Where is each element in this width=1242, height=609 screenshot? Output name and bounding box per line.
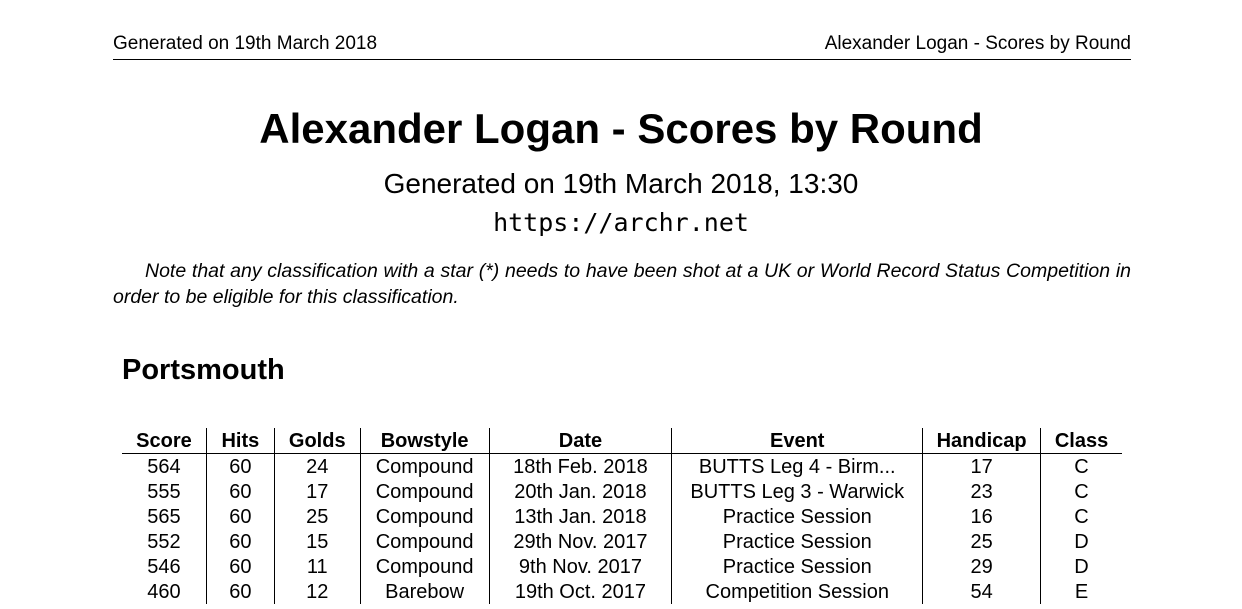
table-header-row (122, 428, 1122, 454)
hits-cell: 60 (206, 479, 274, 504)
column-header-score: Score (122, 428, 206, 454)
class-cell: C (1041, 504, 1122, 529)
golds-cell: 12 (274, 579, 360, 604)
score-cell: 546 (147, 555, 181, 578)
bowstyle-cell: Compound (360, 529, 489, 554)
score-cell: 552 (147, 530, 181, 553)
table-row (122, 504, 1122, 529)
column-header-date: Date (489, 428, 672, 454)
score-cell: 460 (147, 580, 181, 603)
event-cell: BUTTS Leg 4 - Birm... (672, 454, 923, 480)
class-cell: D (1041, 529, 1122, 554)
site-url: https://archr.net (493, 208, 749, 237)
score-cell: 564 (147, 455, 181, 478)
hits-cell: 60 (206, 504, 274, 529)
golds-cell: 15 (274, 529, 360, 554)
hits-cell: 60 (206, 579, 274, 604)
table-row (122, 579, 1122, 604)
date-cell: 18th Feb. 2018 (489, 454, 672, 480)
handicap-cell: 17 (923, 454, 1041, 480)
round-heading: Portsmouth (122, 354, 285, 386)
bowstyle-cell: Compound (360, 504, 489, 529)
event-cell: Practice Session (672, 504, 923, 529)
table-row (122, 529, 1122, 554)
event-cell: Competition Session (672, 579, 923, 604)
table-row (122, 479, 1122, 504)
classification-note: Note that any classification with a star (*) needs to have been shot at a UK or World Record Status Competition in order to be eligible for this classification. (113, 260, 1131, 308)
bowstyle-cell: Barebow (360, 579, 489, 604)
handicap-cell: 25 (923, 529, 1041, 554)
column-header-bowstyle: Bowstyle (360, 428, 489, 454)
running-header (113, 32, 1131, 60)
event-cell: Practice Session (672, 554, 923, 579)
event-cell: BUTTS Leg 3 - Warwick (672, 479, 923, 504)
date-cell: 13th Jan. 2018 (489, 504, 672, 529)
column-header-handicap: Handicap (923, 428, 1041, 454)
table-row (122, 554, 1122, 579)
event-cell: Practice Session (672, 529, 923, 554)
date-cell: 19th Oct. 2017 (489, 579, 672, 604)
bowstyle-cell: Compound (360, 554, 489, 579)
class-cell: D (1041, 554, 1122, 579)
score-cell: 555 (147, 480, 181, 503)
column-header-golds: Golds (274, 428, 360, 454)
golds-cell: 25 (274, 504, 360, 529)
class-cell: C (1041, 454, 1122, 480)
handicap-cell: 16 (923, 504, 1041, 529)
scores-table (122, 428, 1122, 604)
hits-cell: 60 (206, 529, 274, 554)
table-row (122, 454, 1122, 480)
column-header-event: Event (672, 428, 923, 454)
golds-cell: 11 (274, 554, 360, 579)
page-title: Alexander Logan - Scores by Round (259, 105, 983, 152)
header-document-title: Alexander Logan - Scores by Round (824, 33, 1131, 54)
score-cell: 565 (147, 505, 181, 528)
handicap-cell: 23 (923, 479, 1041, 504)
golds-cell: 17 (274, 479, 360, 504)
golds-cell: 24 (274, 454, 360, 480)
page-subtitle: Generated on 19th March 2018, 13:30 (383, 168, 859, 199)
date-cell: 29th Nov. 2017 (489, 529, 672, 554)
date-cell: 20th Jan. 2018 (489, 479, 672, 504)
class-cell: E (1041, 579, 1122, 604)
bowstyle-cell: Compound (360, 454, 489, 480)
header-generated-date: Generated on 19th March 2018 (113, 33, 378, 54)
date-cell: 9th Nov. 2017 (489, 554, 672, 579)
handicap-cell: 54 (923, 579, 1041, 604)
hits-cell: 60 (206, 554, 274, 579)
class-cell: C (1041, 479, 1122, 504)
hits-cell: 60 (206, 454, 274, 480)
bowstyle-cell: Compound (360, 479, 489, 504)
column-header-hits: Hits (206, 428, 274, 454)
handicap-cell: 29 (923, 554, 1041, 579)
column-header-class: Class (1041, 428, 1122, 454)
